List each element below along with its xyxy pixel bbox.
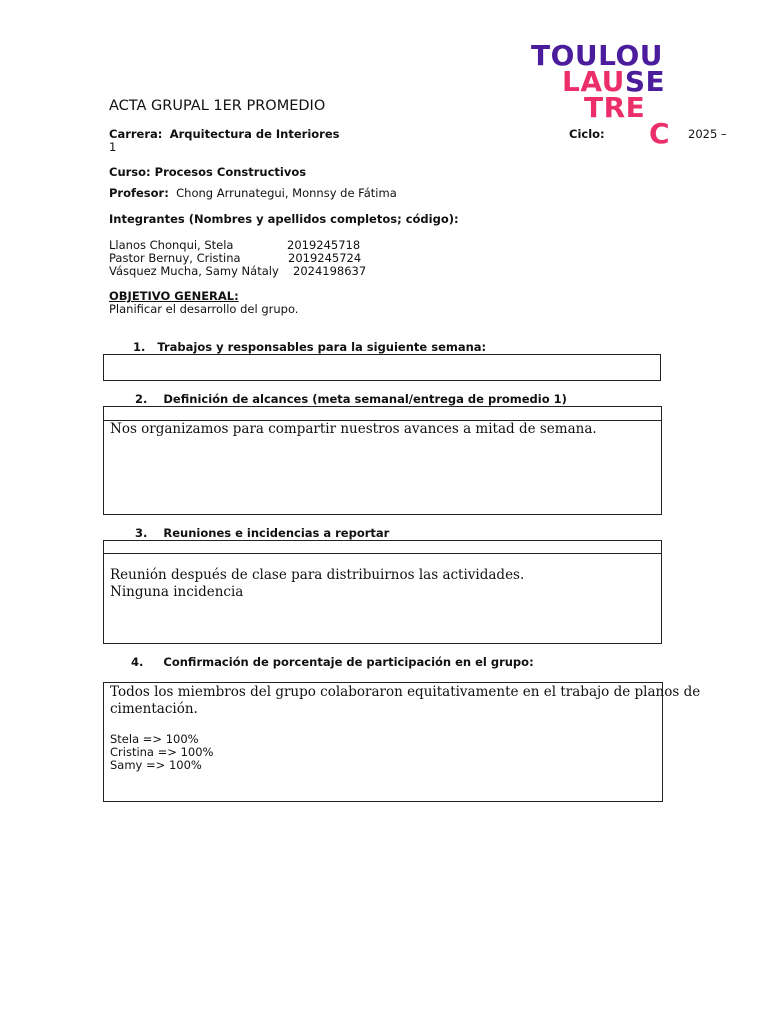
document-title: ACTA GRUPAL 1ER PROMEDIO [109,98,326,114]
participation-item: Samy => 100% [110,758,202,772]
objetivo-label: OBJETIVO GENERAL: [109,289,239,303]
profesor-line [109,186,397,200]
section-4-text-line: Todos los miembros del grupo colaboraron equitativamente en el trabajo de planos de [110,684,701,700]
section-number: 4. [131,655,144,669]
ciclo-value-wrap: 1 [109,140,117,154]
curso-label: Curso: [109,165,151,179]
member-name: Pastor Bernuy, Cristina [109,251,241,265]
profesor-label: Profesor: [109,186,169,200]
section-heading [133,340,486,354]
curso-line [109,165,306,179]
logo-row-1: TOULOU [531,39,664,72]
section-title: Confirmación de porcentaje de participación en el grupo: [163,655,534,669]
section-3-text-line: Reunión después de clase para distribuirnos las actividades. [110,567,525,583]
objetivo-text: Planificar el desarrollo del grupo. [109,302,299,316]
member-code: 2024198637 [293,264,367,278]
member-code: 2019245724 [288,251,362,265]
section-4-text-line: cimentación. [110,701,198,717]
logo-row-2-purple: SE [624,65,666,98]
carrera-value: Arquitectura de Interiores [169,127,340,141]
member-name: Llanos Chonqui, Stela [109,238,234,252]
integrantes-label: Integrantes (Nombres y apellidos completos; código): [109,212,459,226]
section-title: Definición de alcances (meta semanal/entrega de promedio 1) [163,392,567,406]
section-3-divider [103,553,662,554]
section-number: 3. [135,526,148,540]
logo-row-2-pink: LAU [562,65,625,98]
participation-item: Stela => 100% [110,732,199,746]
section-heading [131,655,534,669]
section-number: 2. [135,392,148,406]
section-1-box [103,354,661,381]
carrera-label: Carrera: [109,127,163,141]
section-number: 1. [133,340,146,354]
section-heading [135,392,567,406]
logo-row-4: C [649,117,671,150]
logo-row-3: TRE [584,91,646,124]
participation-item: Cristina => 100% [110,745,214,759]
ciclo-label: Ciclo: [569,127,605,141]
carrera-line [109,127,339,141]
section-heading [135,526,389,540]
section-2-text: Nos organizamos para compartir nuestros avances a mitad de semana. [110,421,597,437]
member-code: 2019245718 [287,238,361,252]
curso-value: Procesos Constructivos [154,165,307,179]
profesor-value: Chong Arrunategui, Monnsy de Fátima [176,186,397,200]
member-name: Vásquez Mucha, Samy Nátaly [109,264,279,278]
section-title: Reuniones e incidencias a reportar [163,526,390,540]
ciclo-value: 2025 – [688,127,727,141]
section-3-text-line: Ninguna incidencia [110,584,244,600]
section-title: Trabajos y responsables para la siguiente semana: [157,340,487,354]
